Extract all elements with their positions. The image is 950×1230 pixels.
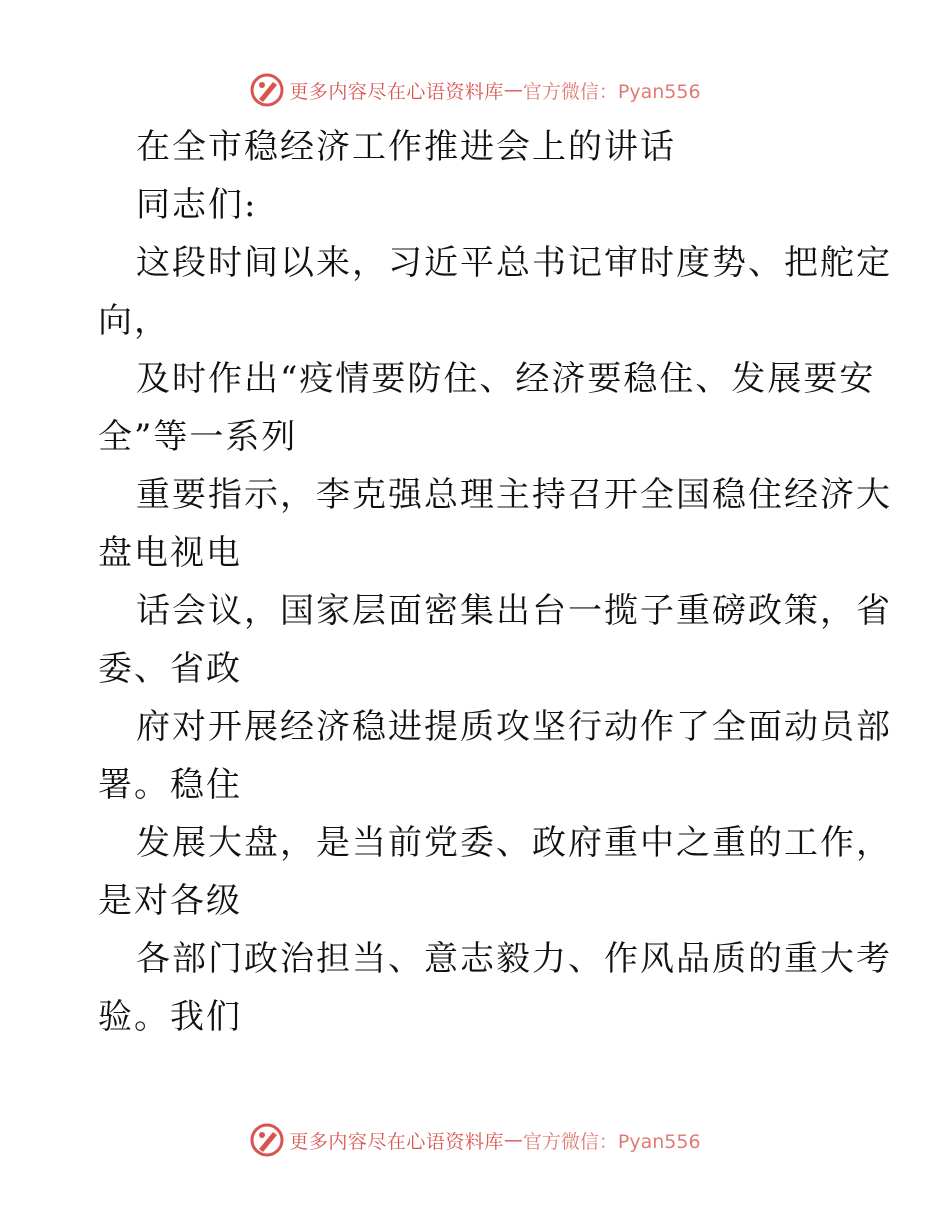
text-line: 委、省政 bbox=[98, 649, 242, 689]
pen-logo-icon bbox=[249, 1122, 285, 1158]
text-line: 话会议，国家层面密集出台一揽子重磅政策，省 bbox=[136, 591, 892, 631]
watermark-separator: — bbox=[503, 79, 523, 101]
header-watermark bbox=[0, 70, 950, 110]
text-line: 盘电视电 bbox=[98, 533, 242, 573]
text-line: 这段时间以来，习近平总书记审时度势、把舵定 bbox=[136, 243, 892, 283]
watermark-text: 更多内容尽在心语资料库 bbox=[289, 80, 504, 103]
text-line: 署。稳住 bbox=[98, 765, 242, 805]
text-line: 及时作出“疫情要防住、经济要稳住、发展要安 bbox=[136, 359, 876, 399]
text-line: 全”等一系列 bbox=[98, 417, 298, 457]
document-body bbox=[98, 118, 892, 1046]
footer-watermark bbox=[0, 1120, 950, 1160]
salutation: 同志们: bbox=[136, 185, 258, 225]
document-title: 在全市稳经济工作推进会上的讲话 bbox=[136, 127, 676, 167]
text-line: 发展大盘，是当前党委、政府重中之重的工作， bbox=[136, 823, 892, 863]
text-line: 重要指示，李克强总理主持召开全国稳住经济大 bbox=[136, 475, 892, 515]
text-line: 各部门政治担当、意志毅力、作风品质的重大考 bbox=[136, 939, 892, 979]
watermark-text: 更多内容尽在心语资料库 bbox=[289, 1130, 504, 1153]
text-line: 向， bbox=[98, 301, 170, 341]
text-line: 是对各级 bbox=[98, 881, 242, 921]
pen-logo-icon bbox=[249, 72, 285, 108]
watermark-separator: — bbox=[503, 1129, 523, 1151]
text-line: 府对开展经济稳进提质攻坚行动作了全面动员部 bbox=[136, 707, 892, 747]
text-line: 验。我们 bbox=[98, 997, 242, 1037]
watermark-account: 官方微信：Pyan556 bbox=[522, 80, 701, 103]
watermark-account: 官方微信：Pyan556 bbox=[522, 1130, 701, 1153]
